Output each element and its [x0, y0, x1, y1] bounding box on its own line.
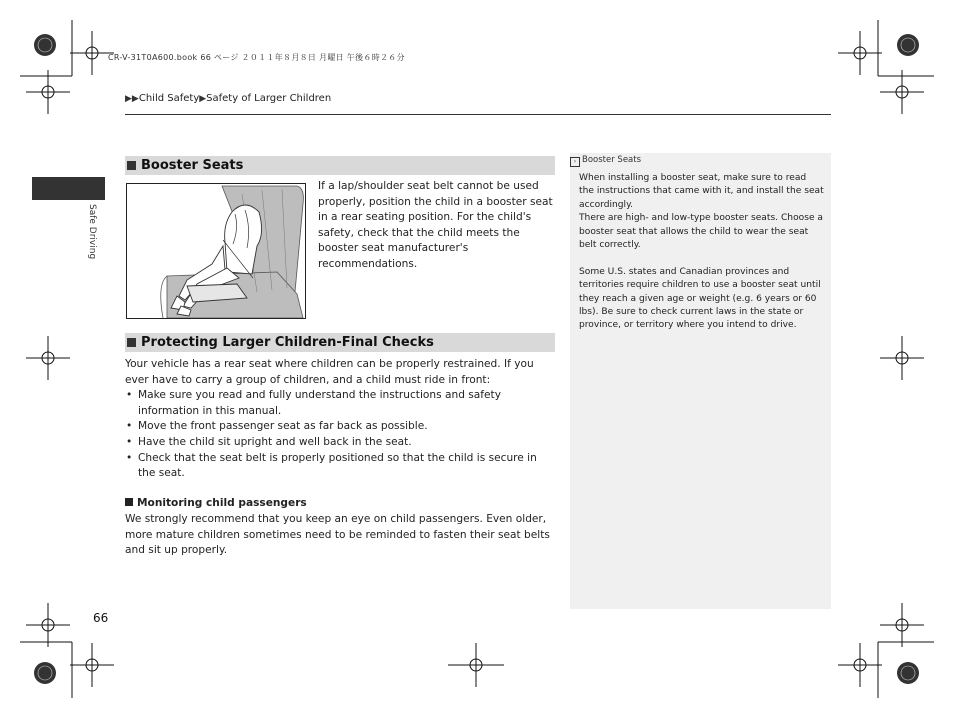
monitoring-heading — [125, 497, 307, 509]
sidebar-text — [579, 172, 824, 333]
list-item-text: Check that the seat belt is properly positioned so that the child is secure in the seat. — [138, 451, 537, 480]
breadcrumb-item-larger-children[interactable]: Safety of Larger Children — [206, 93, 332, 104]
print-info: CR-V-31T0A600.book 66 ページ ２０１１年８月８日 月曜日 午後６時２６分 — [108, 53, 405, 62]
booster-heading-text: Booster Seats — [141, 158, 244, 173]
final-checks-heading-text: Protecting Larger Children-Final Checks — [141, 335, 434, 350]
list-item-text: Move the front passenger seat as far back as possible. — [138, 420, 428, 433]
sidebar-notes — [570, 153, 831, 609]
monitoring-heading-text: Monitoring child passengers — [137, 497, 307, 509]
square-bullet-icon — [127, 161, 136, 170]
breadcrumb — [125, 93, 331, 104]
sidebar-p2: There are high- and low-type booster seats. Choose a booster seat that allows the child to wear the seat belt correctly. — [579, 213, 823, 251]
breadcrumb-arrow-icon: ▶▶ — [125, 94, 139, 104]
sidebar-p1: When installing a booster seat, make sure to read the instructions that came with it, and install the seat accordingly. — [579, 173, 824, 210]
breadcrumb-arrow-icon: ▶ — [199, 94, 207, 104]
page-number: 66 — [93, 611, 109, 625]
sidebar-heading — [570, 155, 641, 167]
square-bullet-icon — [125, 498, 133, 506]
section-tab — [32, 177, 105, 200]
booster-text: If a lap/shoulder seat belt cannot be used properly, position the child in a booster seat in a rear seating position. For the child's safety, check that the child meets the booster seat manufacturer's recommendations. — [318, 180, 553, 270]
monitoring-text: We strongly recommend that you keep an eye on child passengers. Even older, more mature children sometimes need to be reminded to fasten their seat belts and sit up properly. — [125, 513, 550, 557]
side-label: Safe Driving — [87, 204, 97, 260]
bullet-dot-icon: • — [126, 420, 133, 433]
list-item — [125, 435, 557, 451]
booster-illustration — [126, 183, 306, 319]
bullet-dot-icon: • — [126, 451, 133, 464]
list-item — [125, 419, 557, 435]
sidebar-heading-text: Booster Seats — [582, 155, 642, 165]
square-bullet-icon — [127, 338, 136, 347]
final-checks-heading — [125, 333, 555, 352]
list-item — [125, 451, 557, 482]
bullet-dot-icon: • — [126, 389, 133, 402]
reference-icon: › — [570, 157, 580, 167]
child-booster-seat-icon — [127, 184, 305, 318]
booster-heading — [125, 156, 555, 175]
sidebar-p3: Some U.S. states and Canadian provinces and territories require children to use a booster seat until they reach a given age or weight (e.g. 6 years or 60 lbs). Be sure to check current laws in the state or province, or territory where you intend to drive. — [579, 266, 821, 331]
list-item — [125, 388, 557, 419]
header-rule — [125, 114, 831, 115]
bullet-dot-icon: • — [126, 435, 133, 448]
final-checks-body — [125, 357, 557, 482]
list-item-text: Make sure you read and fully understand the instructions and safety information in this manual. — [138, 389, 501, 417]
final-checks-intro: Your vehicle has a rear seat where children can be properly restrained. If you ever have to carry a group of children, and a child must ride in front: — [125, 358, 534, 386]
breadcrumb-item-child-safety[interactable]: Child Safety — [138, 93, 200, 104]
list-item-text: Have the child sit upright and well back in the seat. — [138, 435, 412, 448]
